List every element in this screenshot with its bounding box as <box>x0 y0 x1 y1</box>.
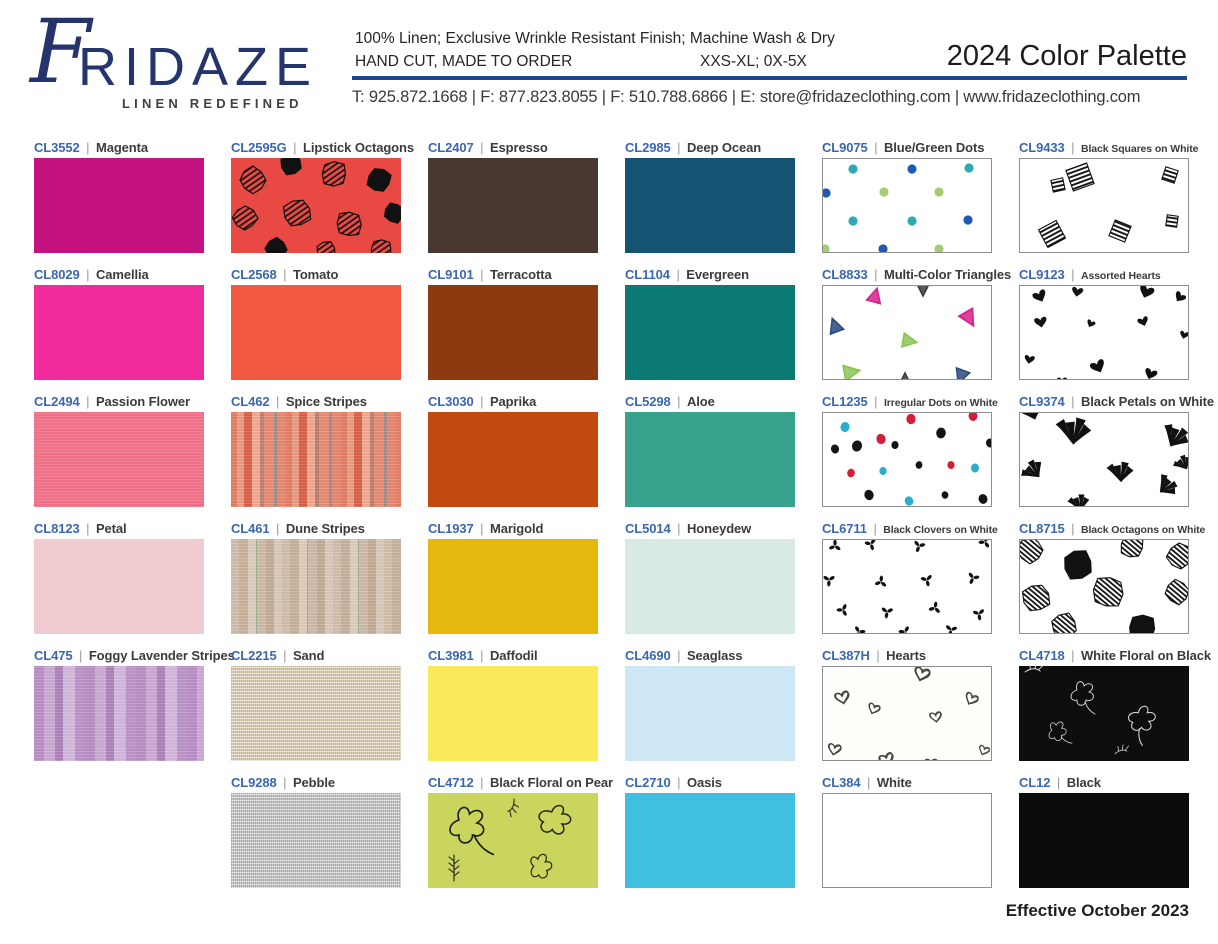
swatch-separator: | <box>476 521 487 536</box>
swatch-name: Evergreen <box>686 267 749 282</box>
fabric-swatch <box>625 793 795 888</box>
info-handcut: HAND CUT, MADE TO ORDER <box>355 53 573 70</box>
swatch-name: Irregular Dots on White <box>883 397 998 409</box>
swatch-code: CL12 <box>1019 775 1051 790</box>
swatch-cell <box>231 521 401 634</box>
swatch-name: Pebble <box>292 775 335 790</box>
fabric-swatch <box>822 285 992 380</box>
swatch-separator: | <box>872 648 884 663</box>
swatch-label <box>822 394 998 410</box>
info-line1: 100% Linen; Exclusive Wrinkle Resistant Finish; Machine Wash & Dry <box>355 30 835 47</box>
swatch-label <box>822 775 992 791</box>
swatch-name: Multi-Color Triangles <box>883 267 1012 282</box>
swatch-name: White Floral on Black <box>1080 648 1212 663</box>
swatch-code: CL387H <box>822 648 870 663</box>
swatch-code: CL9123 <box>1019 267 1065 282</box>
swatch-name: Assorted Hearts <box>1080 270 1161 282</box>
swatch-code: CL5298 <box>625 394 671 409</box>
swatch-name: Magenta <box>95 140 148 155</box>
swatch-name: Black Clovers on White <box>883 524 998 536</box>
fabric-swatch <box>1019 412 1189 507</box>
fabric-swatch <box>822 666 992 761</box>
swatch-label <box>34 267 204 283</box>
swatch-cell <box>34 267 204 380</box>
swatch-name: Black Floral on Pear <box>489 775 613 790</box>
swatch-label <box>231 140 414 156</box>
swatch-cell <box>428 267 598 380</box>
contact-line: T: 925.872.1668 | F: 877.823.8055 | F: 510.788.6866 | E: store@fridazeclothing.com | www.fridazeclothing.com <box>352 88 1141 106</box>
swatch-code: CL4690 <box>625 648 671 663</box>
fabric-swatch <box>231 666 401 761</box>
swatch-name: Aloe <box>686 394 715 409</box>
fabric-swatch <box>428 158 598 253</box>
swatch-name: Black Octagons on White <box>1080 524 1206 536</box>
swatch-code: CL8123 <box>34 521 80 536</box>
swatch-name: Hearts <box>886 648 926 663</box>
swatch-cell <box>822 394 998 507</box>
fabric-swatch <box>428 285 598 380</box>
swatch-label <box>625 267 795 283</box>
swatch-cell <box>231 648 401 761</box>
fabric-swatch <box>1019 539 1189 634</box>
swatch-separator: | <box>272 394 283 409</box>
swatch-cell <box>822 267 1012 380</box>
swatch-separator: | <box>82 140 93 155</box>
swatch-separator: | <box>82 521 93 536</box>
swatch-name: Camellia <box>95 267 149 282</box>
fabric-swatch <box>822 412 992 507</box>
swatch-separator: | <box>476 775 487 790</box>
effective-date: Effective October 2023 <box>1005 901 1189 920</box>
swatch-separator: | <box>289 140 300 155</box>
swatch-name: Black Squares on White <box>1080 143 1199 155</box>
swatch-cell <box>1019 648 1212 761</box>
swatch-cell <box>428 648 598 761</box>
logo-tagline: LINEN REDEFINED <box>122 96 303 111</box>
swatch-cell <box>625 775 795 888</box>
fabric-swatch <box>625 412 795 507</box>
fridaze-logo <box>26 0 326 114</box>
swatch-name: Black Petals on White <box>1080 394 1214 409</box>
swatch-code: CL9075 <box>822 140 868 155</box>
fabric-swatch <box>428 793 598 888</box>
swatch-separator: | <box>870 394 881 409</box>
swatch-name: Sand <box>292 648 325 663</box>
swatch-code: CL5014 <box>625 521 671 536</box>
swatch-name: White <box>876 775 912 790</box>
swatch-name: Deep Ocean <box>686 140 762 155</box>
swatch-separator: | <box>1067 140 1078 155</box>
swatch-label <box>428 267 598 283</box>
swatch-code: CL462 <box>231 394 270 409</box>
swatch-label <box>231 394 401 410</box>
swatch-code: CL6711 <box>822 521 867 536</box>
swatch-code: CL9288 <box>231 775 277 790</box>
fabric-swatch <box>428 412 598 507</box>
swatch-code: CL2215 <box>231 648 277 663</box>
swatch-label <box>428 648 598 664</box>
page-title: 2024 Color Palette <box>946 40 1187 72</box>
swatch-code: CL1104 <box>625 267 670 282</box>
swatch-name: Daffodil <box>489 648 538 663</box>
swatch-code: CL2407 <box>428 140 474 155</box>
swatch-cell <box>822 648 992 761</box>
palette-grid <box>34 140 1214 888</box>
swatch-label <box>625 648 795 664</box>
fabric-swatch <box>822 539 992 634</box>
swatch-cell <box>1019 267 1189 380</box>
swatch-code: CL9101 <box>428 267 474 282</box>
swatch-code: CL2568 <box>231 267 277 282</box>
swatch-label <box>428 140 598 156</box>
swatch-label <box>1019 775 1189 791</box>
swatch-cell <box>625 394 795 507</box>
swatch-cell <box>231 267 401 380</box>
fabric-swatch <box>231 158 401 253</box>
swatch-code: CL3981 <box>428 648 474 663</box>
swatch-code: CL3552 <box>34 140 80 155</box>
swatch-separator: | <box>476 267 487 282</box>
swatch-separator: | <box>476 394 487 409</box>
swatch-cell <box>231 140 414 253</box>
swatch-code: CL3030 <box>428 394 474 409</box>
swatch-separator: | <box>673 521 684 536</box>
swatch-separator: | <box>272 521 283 536</box>
fabric-swatch <box>822 158 992 253</box>
swatch-cell <box>822 775 992 888</box>
swatch-label <box>428 775 613 791</box>
swatch-label <box>625 394 795 410</box>
swatch-separator: | <box>673 394 684 409</box>
swatch-separator: | <box>673 648 684 663</box>
swatch-name: Espresso <box>489 140 548 155</box>
swatch-label <box>231 775 401 791</box>
swatch-cell <box>428 394 598 507</box>
swatch-code: CL2985 <box>625 140 671 155</box>
swatch-label <box>625 521 795 537</box>
swatch-label <box>1019 140 1199 156</box>
swatch-cell <box>625 140 795 253</box>
swatch-code: CL4718 <box>1019 648 1065 663</box>
swatch-label <box>34 648 235 664</box>
swatch-code: CL475 <box>34 648 73 663</box>
fabric-swatch <box>34 412 204 507</box>
fabric-swatch <box>625 666 795 761</box>
swatch-name: Terracotta <box>489 267 552 282</box>
swatch-separator: | <box>1067 521 1078 536</box>
fabric-swatch <box>231 793 401 888</box>
fabric-swatch <box>1019 793 1189 888</box>
swatch-separator: | <box>75 648 86 663</box>
swatch-cell <box>822 521 998 634</box>
swatch-label <box>822 648 992 664</box>
fabric-swatch <box>34 666 204 761</box>
swatch-code: CL4712 <box>428 775 474 790</box>
swatch-cell <box>231 775 401 888</box>
swatch-cell <box>1019 140 1199 253</box>
swatch-cell <box>428 775 613 888</box>
swatch-name: Spice Stripes <box>285 394 367 409</box>
swatch-name: Lipstick Octagons <box>302 140 414 155</box>
fabric-swatch <box>625 158 795 253</box>
swatch-cell <box>625 521 795 634</box>
swatch-code: CL9433 <box>1019 140 1065 155</box>
info-line2 <box>355 53 915 71</box>
swatch-cell <box>34 521 204 634</box>
swatch-label <box>428 394 598 410</box>
swatch-code: CL9374 <box>1019 394 1065 409</box>
swatch-separator: | <box>870 267 881 282</box>
fabric-swatch <box>625 539 795 634</box>
swatch-separator: | <box>1067 267 1078 282</box>
swatch-name: Blue/Green Dots <box>883 140 985 155</box>
swatch-separator: | <box>476 648 487 663</box>
swatch-cell <box>34 394 204 507</box>
fabric-swatch <box>1019 666 1189 761</box>
swatch-code: CL461 <box>231 521 270 536</box>
swatch-label <box>1019 267 1189 283</box>
swatch-code: CL8029 <box>34 267 80 282</box>
swatch-label <box>34 140 204 156</box>
swatch-code: CL2494 <box>34 394 80 409</box>
swatch-label <box>34 394 204 410</box>
fabric-swatch <box>428 666 598 761</box>
swatch-name: Marigold <box>489 521 544 536</box>
swatch-separator: | <box>870 140 881 155</box>
fabric-swatch <box>625 285 795 380</box>
header-rule <box>352 76 1187 80</box>
swatch-separator: | <box>82 267 93 282</box>
swatch-cell <box>428 140 598 253</box>
swatch-label <box>1019 394 1214 410</box>
swatch-label <box>231 267 401 283</box>
swatch-label <box>625 140 795 156</box>
swatch-label <box>231 521 401 537</box>
swatch-name: Seaglass <box>686 648 743 663</box>
swatch-name: Black <box>1066 775 1101 790</box>
swatch-name: Paprika <box>489 394 537 409</box>
swatch-label <box>625 775 795 791</box>
swatch-separator: | <box>673 775 684 790</box>
swatch-separator: | <box>279 648 290 663</box>
swatch-cell <box>1019 394 1214 507</box>
swatch-name: Tomato <box>292 267 339 282</box>
swatch-code: CL8715 <box>1019 521 1065 536</box>
swatch-cell <box>822 140 992 253</box>
swatch-label <box>1019 648 1212 664</box>
fabric-swatch <box>231 412 401 507</box>
fabric-swatch <box>34 158 204 253</box>
swatch-separator: | <box>863 775 874 790</box>
fabric-swatch <box>428 539 598 634</box>
swatch-separator: | <box>1067 648 1078 663</box>
swatch-label <box>428 521 598 537</box>
swatch-name: Foggy Lavender Stripes <box>88 648 235 663</box>
swatch-separator: | <box>672 267 684 282</box>
swatch-separator: | <box>476 140 487 155</box>
swatch-label <box>822 140 992 156</box>
swatch-name: Dune Stripes <box>285 521 365 536</box>
swatch-name: Passion Flower <box>95 394 190 409</box>
swatch-cell <box>1019 521 1206 634</box>
logo-brand-text: RIDAZE <box>78 37 319 97</box>
swatch-cell <box>231 394 401 507</box>
fabric-swatch <box>34 539 204 634</box>
swatch-code: CL1235 <box>822 394 868 409</box>
header-info <box>355 30 915 71</box>
swatch-separator: | <box>673 140 684 155</box>
swatch-code: CL8833 <box>822 267 868 282</box>
swatch-separator: | <box>82 394 93 409</box>
swatch-name: Petal <box>95 521 127 536</box>
fabric-swatch <box>822 793 992 888</box>
fabric-swatch <box>231 539 401 634</box>
size-range: XXS-XL; 0X-5X <box>700 53 807 70</box>
swatch-label <box>822 267 1012 283</box>
swatch-separator: | <box>1067 394 1078 409</box>
swatch-separator: | <box>279 775 290 790</box>
swatch-code: CL2595G <box>231 140 287 155</box>
fabric-swatch <box>231 285 401 380</box>
swatch-label <box>1019 521 1206 537</box>
swatch-cell <box>428 521 598 634</box>
swatch-separator: | <box>279 267 290 282</box>
swatch-cell <box>625 648 795 761</box>
swatch-cell <box>34 140 204 253</box>
swatch-label <box>34 521 204 537</box>
swatch-code: CL2710 <box>625 775 671 790</box>
swatch-label <box>822 521 998 537</box>
swatch-separator: | <box>1053 775 1064 790</box>
fabric-swatch <box>1019 285 1189 380</box>
swatch-code: CL1937 <box>428 521 474 536</box>
logo-script-f: F <box>30 0 92 103</box>
swatch-cell <box>1019 775 1189 888</box>
fabric-swatch <box>34 285 204 380</box>
fabric-swatch <box>1019 158 1189 253</box>
swatch-cell <box>34 648 235 761</box>
swatch-label <box>231 648 401 664</box>
swatch-name: Oasis <box>686 775 722 790</box>
swatch-code: CL384 <box>822 775 861 790</box>
swatch-name: Honeydew <box>686 521 752 536</box>
swatch-cell <box>625 267 795 380</box>
swatch-separator: | <box>869 521 881 536</box>
